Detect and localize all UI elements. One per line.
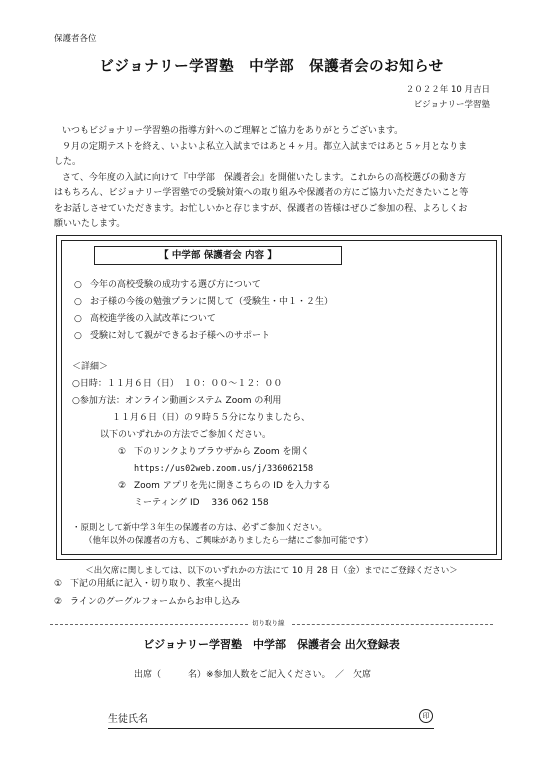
- issue-date: ２０２２年 10 月吉日: [405, 85, 490, 95]
- note-required: ・原則として新中学３年生の保護者の方は、必ずご参加ください。: [72, 523, 328, 533]
- cut-line-right: [292, 624, 493, 625]
- meeting-id: ミーティング ID 336 062 158: [134, 498, 269, 508]
- reply-instruction: ＜出欠席に関しましては、以下のいずれかの方法にて 10 月 28 日（金）までにご登録ください＞: [85, 566, 458, 576]
- body-line-5: はもちろん、ビジョナリー学習塾での受験対策への取り組みや保護者の方にご協力いただきたいこと等: [54, 188, 469, 198]
- participation-method: ○参加方法：オンライン動画システム Zoom の利用: [72, 396, 282, 406]
- event-datetime: ○日時：１１月６日（日） １０：００～１２：００: [72, 379, 283, 389]
- body-line-7: 願いいたします。: [54, 219, 126, 229]
- cut-line-label: 切り取り線: [252, 619, 285, 627]
- circle-bullet-icon: ○: [74, 297, 82, 307]
- student-name-label: 生徒氏名: [108, 714, 148, 725]
- reply-method-2-number: ②: [54, 597, 63, 607]
- reply-method-1-number: ①: [54, 579, 63, 589]
- option-2-number: ②: [118, 481, 127, 491]
- method-line-3: 以下のいずれかの方法でご参加ください。: [100, 430, 272, 440]
- reply-method-2: ラインのグーグルフォームからお申し込み: [70, 597, 241, 607]
- zoom-link[interactable]: https://us02web.zoom.us/j/336062158: [134, 464, 314, 474]
- body-line-2: ９月の定期テストを終え、いよいよ私立入試まではあと４ヶ月。都立入試まではあと５ヶ月となりま: [62, 141, 468, 152]
- reply-method-1: 下記の用紙に記入・切り取り、教室へ提出: [70, 579, 242, 589]
- content-box-title: 【 中学部 保護者会 内容 】: [94, 246, 342, 265]
- cut-line-left: [50, 624, 248, 625]
- option-1-text: 下のリンクよりブラウザから Zoom を開く: [134, 447, 310, 457]
- student-name-field[interactable]: [108, 712, 434, 729]
- circle-bullet-icon: ○: [74, 314, 82, 324]
- details-label: ＜詳細＞: [72, 362, 109, 372]
- addressee: 保護者各位: [54, 34, 97, 44]
- topic-item: ○ 高校進学後の入試改革について: [74, 312, 216, 328]
- method-line-2: １１月６日（日）の９時５５分になりましたら、: [112, 413, 311, 423]
- circle-bullet-icon: ○: [74, 331, 82, 341]
- sender-name: ビジョナリー学習塾: [413, 100, 490, 110]
- topic-item: ○ 受験に対して親ができるお子様へのサポート: [74, 329, 270, 345]
- form-title: ビジョナリー学習塾 中学部 保護者会 出欠登録表: [143, 638, 400, 651]
- attendance-line: 出席（ 名）※参加人数をご記入ください。 ／ 欠席: [134, 670, 372, 680]
- topic-item: ○ お子様の今後の勉強プランに関して（受験生・中１・２生）: [74, 295, 333, 311]
- seal-mark: 印: [419, 709, 433, 723]
- body-line-6: をお話しさせていただきます。お忙しいかと存じますが、保護者の皆様はぜひご参加の程、よろしくお: [54, 203, 468, 214]
- topic-item: ○ 今年の高校受験の成功する選び方について: [74, 278, 261, 294]
- circle-bullet-icon: ○: [74, 280, 82, 290]
- option-1-number: ①: [118, 447, 127, 457]
- page-title: ビジョナリー学習塾 中学部 保護者会のお知らせ: [99, 59, 444, 75]
- body-line-4: さて、今年度の入試に向けて『中学部 保護者会』を開催いたします。これからの高校選びの動き方: [62, 172, 467, 183]
- body-line-1: いつもビジョナリー学習塾の指導方針へのご理解とご協力をありがとうございます。: [62, 126, 404, 136]
- body-line-3: した。: [54, 157, 82, 167]
- option-2-text: Zoom アプリを先に開きこちらの ID を入力する: [134, 481, 331, 491]
- note-optional: （他年以外の保護者の方も、ご興味がありましたら一緒にご参加可能です）: [84, 536, 374, 546]
